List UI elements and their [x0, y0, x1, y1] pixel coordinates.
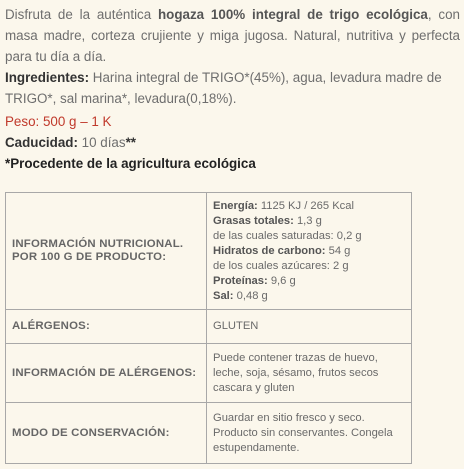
- expiry-value: 10 días: [77, 135, 126, 150]
- table-row-allergens: [6, 310, 412, 344]
- description-rest: , con masa madre, corteza crujiente y miga jugosa. Natural, nutritiva y perfecta para tu día a día.: [5, 7, 460, 64]
- nutrition-row-fat: [213, 214, 405, 229]
- description-intro: Disfruta de la auténtica: [5, 7, 158, 22]
- weight-value: 500 g – 1 K: [39, 114, 112, 129]
- allergen-info-value: Puede contener trazas de huevo, leche, soja, sésamo, frutos secos cascara y gluten: [207, 344, 412, 403]
- sugars-value: de los cuales azúcares: 2 g: [213, 259, 349, 272]
- nutrition-row-carbs: [213, 244, 405, 259]
- nutrition-row-energy: [213, 199, 405, 214]
- table-row-nutrition: [6, 193, 412, 310]
- nutrition-row-protein: [213, 274, 405, 289]
- weight-line: [5, 111, 460, 132]
- carbs-value: 54 g: [325, 244, 351, 257]
- description-product-name: hogaza 100% integral de trigo ecológica: [158, 7, 428, 22]
- nutrition-header: INFORMACIÓN NUTRICIONAL. POR 100 G DE PRODUCTO:: [6, 193, 207, 310]
- allergens-value: GLUTEN: [207, 310, 412, 344]
- energy-value: 1125 KJ / 265 Kcal: [257, 199, 354, 212]
- nutrition-values: [207, 193, 412, 310]
- fat-label: Grasas totales:: [213, 214, 294, 227]
- storage-header: MODO DE CONSERVACIÓN:: [6, 403, 207, 464]
- ingredients-label: Ingredientes:: [5, 70, 90, 85]
- storage-value: Guardar en sitio fresco y seco. Producto sin conservantes. Congela estupendamente.: [207, 403, 412, 464]
- protein-label: Proteínas:: [213, 274, 268, 287]
- expiry-label: Caducidad:: [5, 135, 78, 150]
- table-row-storage: [6, 403, 412, 464]
- nutrition-row-sugars: [213, 259, 405, 274]
- ingredients-paragraph: [5, 67, 460, 109]
- expiry-mark: **: [125, 135, 137, 150]
- fat-value: 1,3 g: [293, 214, 322, 227]
- origin-note: *Procedente de la agricultura ecológica: [5, 156, 256, 171]
- table-row-allergen-info: [6, 344, 412, 403]
- nutrition-row-salt: [213, 289, 405, 304]
- allergen-info-header: INFORMACIÓN DE ALÉRGENOS:: [6, 344, 207, 403]
- nutrition-row-saturated: [213, 229, 405, 244]
- salt-value: 0,48 g: [233, 289, 268, 302]
- product-description: [5, 4, 460, 67]
- nutrition-table: [5, 192, 412, 464]
- protein-value: 9,6 g: [267, 274, 296, 287]
- weight-label: Peso:: [5, 114, 40, 129]
- salt-label: Sal:: [213, 289, 234, 302]
- carbs-label: Hidratos de carbono:: [213, 244, 326, 257]
- saturated-value: de las cuales saturadas: 0,2 g: [213, 229, 362, 242]
- allergens-header: ALÉRGENOS:: [6, 310, 207, 344]
- ingredients-text: Harina integral de TRIGO*(45%), agua, levadura madre de TRIGO*, sal marina*, levadura(0,18%).: [5, 70, 442, 106]
- energy-label: Energía:: [213, 199, 258, 212]
- expiry-line: [5, 132, 460, 153]
